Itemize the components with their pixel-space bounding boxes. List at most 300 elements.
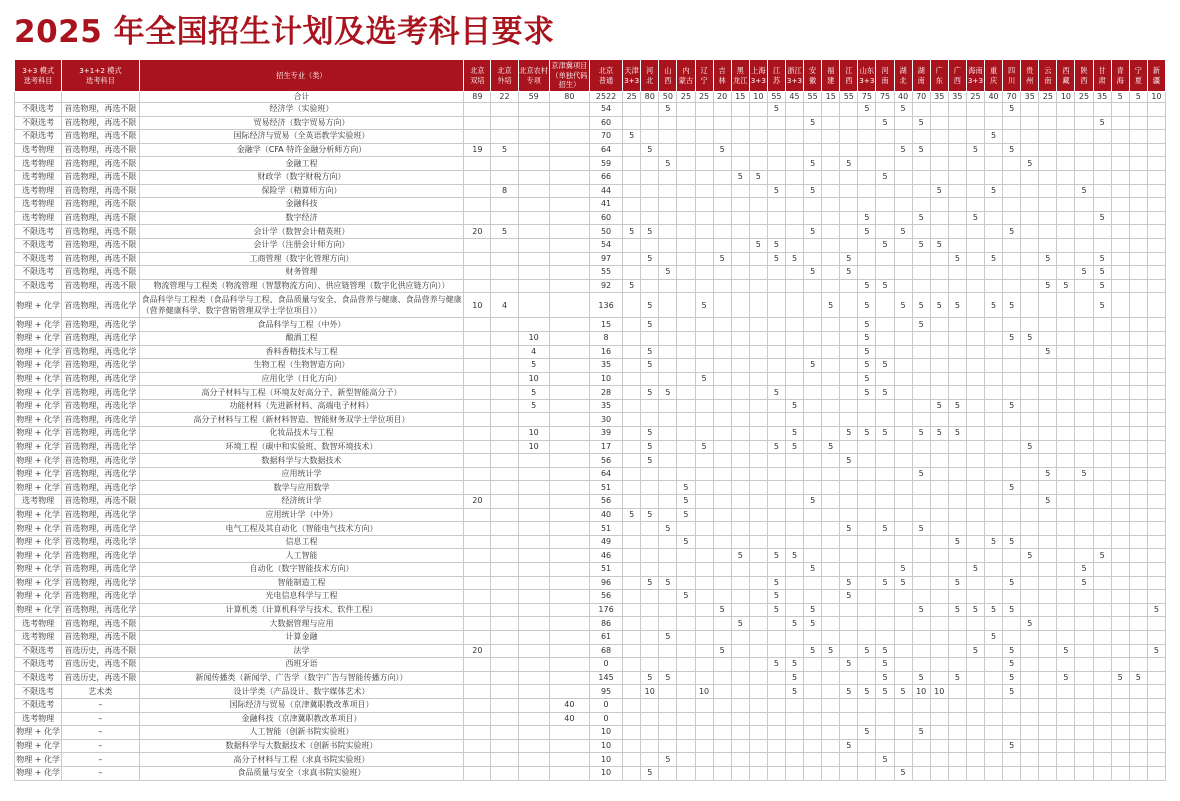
quota-cell — [1039, 130, 1057, 144]
quota-cell — [840, 238, 858, 252]
quota-cell — [912, 753, 930, 767]
quota-cell: 40 — [549, 698, 589, 712]
quota-cell — [804, 130, 822, 144]
quota-cell — [464, 726, 491, 740]
quota-cell — [767, 211, 785, 225]
quota-cell — [713, 279, 731, 293]
table-row — [15, 522, 1166, 536]
quota-cell — [731, 658, 749, 672]
quota-cell — [985, 143, 1003, 157]
quota-cell — [677, 170, 695, 184]
quota-cell — [822, 157, 840, 171]
quota-cell — [491, 685, 518, 699]
quota-cell — [623, 103, 641, 117]
quota-cell — [894, 116, 912, 130]
quota-cell — [767, 535, 785, 549]
quota-cell — [518, 535, 549, 549]
quota-cell — [966, 671, 984, 685]
quota-cell — [623, 698, 641, 712]
quota-cell — [1057, 549, 1075, 563]
quota-cell — [930, 116, 948, 130]
quota-cell: 5 — [1129, 92, 1147, 103]
quota-cell: 5 — [930, 427, 948, 441]
quota-cell — [948, 508, 966, 522]
quota-cell — [623, 726, 641, 740]
quota-cell — [1111, 184, 1129, 198]
quota-cell: 5 — [1075, 184, 1093, 198]
column-header: 京津冀项目 （单独代码 招生） — [549, 60, 589, 92]
subject-req-33: 物理 + 化学 — [15, 318, 62, 332]
quota-cell — [623, 630, 641, 644]
quota-cell — [948, 726, 966, 740]
quota-cell — [822, 576, 840, 590]
quota-cell — [464, 238, 491, 252]
quota-cell — [785, 698, 803, 712]
quota-cell — [767, 427, 785, 441]
quota-cell: 5 — [804, 617, 822, 631]
quota-cell — [713, 440, 731, 454]
quota-cell — [912, 130, 930, 144]
quota-cell — [1021, 563, 1039, 577]
column-header: 重 庆 — [985, 60, 1003, 92]
subject-req-33: 物理 + 化学 — [15, 603, 62, 617]
quota-cell — [1147, 617, 1165, 631]
quota-cell — [985, 698, 1003, 712]
quota-cell: 5 — [1075, 467, 1093, 481]
subject-req-33: 物理 + 化学 — [15, 440, 62, 454]
quota-cell — [677, 617, 695, 631]
quota-cell — [749, 739, 767, 753]
subject-req-312: 首选物理，再选化学 — [62, 413, 139, 427]
quota-cell: 5 — [491, 143, 518, 157]
quota-cell — [677, 143, 695, 157]
table-row — [15, 753, 1166, 767]
quota-cell — [1039, 698, 1057, 712]
quota-cell — [677, 252, 695, 266]
quota-cell — [876, 440, 894, 454]
quota-cell — [785, 345, 803, 359]
quota-cell — [491, 454, 518, 468]
quota-cell: 10 — [518, 372, 549, 386]
quota-cell — [1039, 238, 1057, 252]
quota-cell — [1003, 211, 1021, 225]
quota-cell: 5 — [966, 603, 984, 617]
quota-cell — [1075, 345, 1093, 359]
quota-cell — [518, 130, 549, 144]
quota-cell: 25 — [1075, 92, 1093, 103]
quota-cell: 5 — [1039, 279, 1057, 293]
quota-cell — [966, 726, 984, 740]
subject-req-312: – — [62, 766, 139, 780]
quota-cell: 5 — [840, 427, 858, 441]
quota-cell — [930, 211, 948, 225]
quota-cell — [464, 603, 491, 617]
subject-req-33: 物理 + 化学 — [15, 549, 62, 563]
quota-cell — [930, 345, 948, 359]
quota-cell — [767, 225, 785, 239]
table-row — [15, 495, 1166, 509]
quota-cell: 5 — [894, 103, 912, 117]
quota-cell — [1075, 658, 1093, 672]
quota-cell — [1075, 766, 1093, 780]
quota-cell: 5 — [659, 671, 677, 685]
quota-cell — [948, 198, 966, 212]
quota-cell — [894, 211, 912, 225]
quota-cell — [1057, 535, 1075, 549]
quota-cell: 56 — [589, 454, 622, 468]
subject-req-312: 首选物理，再选不限 — [62, 266, 139, 280]
quota-cell — [930, 143, 948, 157]
quota-cell — [966, 331, 984, 345]
quota-cell — [731, 671, 749, 685]
quota-cell — [767, 753, 785, 767]
quota-cell — [713, 331, 731, 345]
quota-cell — [491, 590, 518, 604]
quota-cell — [966, 698, 984, 712]
quota-cell — [985, 671, 1003, 685]
quota-cell — [659, 644, 677, 658]
quota-cell — [641, 753, 659, 767]
quota-cell — [966, 576, 984, 590]
quota-cell — [804, 345, 822, 359]
quota-cell — [858, 157, 876, 171]
quota-cell — [1021, 739, 1039, 753]
quota-cell — [822, 170, 840, 184]
quota-cell: 5 — [1111, 92, 1129, 103]
quota-cell: 5 — [912, 211, 930, 225]
quota-cell: 5 — [840, 157, 858, 171]
subject-req-33 — [15, 92, 62, 103]
quota-cell — [677, 739, 695, 753]
quota-cell — [822, 590, 840, 604]
quota-cell — [677, 399, 695, 413]
quota-cell — [549, 413, 589, 427]
quota-cell — [912, 413, 930, 427]
quota-cell — [1003, 753, 1021, 767]
quota-cell — [641, 590, 659, 604]
quota-cell: 5 — [1093, 293, 1111, 318]
quota-cell — [894, 184, 912, 198]
column-header: 天津 3+3 — [623, 60, 641, 92]
table-row — [15, 331, 1166, 345]
quota-cell — [677, 157, 695, 171]
subject-req-312: 首选物理，再选不限 — [62, 617, 139, 631]
quota-cell — [731, 739, 749, 753]
quota-cell — [1021, 130, 1039, 144]
quota-cell: 55 — [589, 266, 622, 280]
quota-cell — [749, 359, 767, 373]
quota-cell — [491, 103, 518, 117]
quota-cell — [876, 481, 894, 495]
major-name: 自动化（数字智能技术方向） — [139, 563, 464, 577]
quota-cell — [822, 481, 840, 495]
quota-cell — [1111, 293, 1129, 318]
quota-cell — [822, 399, 840, 413]
quota-cell — [930, 279, 948, 293]
quota-cell: 5 — [767, 103, 785, 117]
subject-req-312: 首选物理，再选化学 — [62, 454, 139, 468]
quota-cell — [966, 549, 984, 563]
quota-cell — [930, 549, 948, 563]
quota-cell — [876, 603, 894, 617]
quota-cell: 64 — [589, 143, 622, 157]
quota-cell — [1075, 549, 1093, 563]
quota-cell: 5 — [1075, 576, 1093, 590]
table-row — [15, 508, 1166, 522]
quota-cell — [822, 563, 840, 577]
quota-cell: 56 — [589, 495, 622, 509]
quota-cell — [1021, 726, 1039, 740]
quota-cell — [804, 522, 822, 536]
quota-cell — [985, 372, 1003, 386]
quota-cell — [1147, 103, 1165, 117]
quota-cell — [785, 293, 803, 318]
subject-req-312 — [62, 92, 139, 103]
quota-cell — [985, 318, 1003, 332]
quota-cell — [985, 549, 1003, 563]
quota-cell — [966, 630, 984, 644]
quota-cell — [1129, 359, 1147, 373]
quota-cell — [840, 293, 858, 318]
quota-cell — [549, 766, 589, 780]
column-header: 广 西 — [948, 60, 966, 92]
quota-cell — [1093, 170, 1111, 184]
quota-cell — [1021, 413, 1039, 427]
quota-cell — [822, 252, 840, 266]
quota-cell — [464, 279, 491, 293]
column-header: 3+3 模式 选考科目 — [15, 60, 62, 92]
quota-cell: 59 — [589, 157, 622, 171]
subject-req-312: 首选物理，再选不限 — [62, 495, 139, 509]
quota-cell: 5 — [767, 590, 785, 604]
quota-cell — [1147, 238, 1165, 252]
quota-cell — [858, 440, 876, 454]
quota-cell: 5 — [858, 685, 876, 699]
quota-cell — [804, 211, 822, 225]
quota-cell — [948, 345, 966, 359]
major-name: 应用统计学 — [139, 467, 464, 481]
quota-cell — [1021, 712, 1039, 726]
quota-cell — [659, 170, 677, 184]
subject-req-312: 首选历史，再选不限 — [62, 671, 139, 685]
quota-cell — [464, 481, 491, 495]
quota-cell — [641, 495, 659, 509]
quota-cell — [1111, 116, 1129, 130]
quota-cell — [1147, 495, 1165, 509]
quota-cell — [1147, 563, 1165, 577]
quota-cell — [1129, 331, 1147, 345]
quota-cell — [464, 590, 491, 604]
quota-cell — [1075, 238, 1093, 252]
quota-cell — [1057, 685, 1075, 699]
quota-cell — [876, 157, 894, 171]
quota-cell — [641, 413, 659, 427]
quota-cell — [491, 331, 518, 345]
quota-cell — [491, 238, 518, 252]
quota-cell: 5 — [659, 753, 677, 767]
table-row — [15, 157, 1166, 171]
quota-cell — [1057, 658, 1075, 672]
quota-cell — [785, 454, 803, 468]
quota-cell — [1075, 617, 1093, 631]
quota-cell — [1075, 630, 1093, 644]
subject-req-312: – — [62, 753, 139, 767]
quota-cell — [659, 712, 677, 726]
subject-req-33: 物理 + 化学 — [15, 739, 62, 753]
quota-cell — [713, 590, 731, 604]
quota-cell — [912, 712, 930, 726]
quota-cell — [1147, 576, 1165, 590]
quota-cell — [1111, 359, 1129, 373]
quota-cell — [749, 617, 767, 631]
quota-cell — [804, 535, 822, 549]
quota-cell — [1075, 644, 1093, 658]
quota-cell — [713, 726, 731, 740]
quota-cell — [876, 399, 894, 413]
quota-cell: 5 — [641, 427, 659, 441]
quota-cell — [1111, 198, 1129, 212]
quota-cell — [822, 331, 840, 345]
quota-cell — [749, 495, 767, 509]
quota-cell — [1093, 225, 1111, 239]
quota-cell — [749, 427, 767, 441]
column-header: 海南 3+3 — [966, 60, 984, 92]
subject-req-33: 物理 + 化学 — [15, 766, 62, 780]
quota-cell — [623, 739, 641, 753]
quota-cell — [1075, 293, 1093, 318]
quota-cell: 5 — [1021, 549, 1039, 563]
subject-req-33: 选考物理 — [15, 198, 62, 212]
quota-cell — [1003, 726, 1021, 740]
quota-cell: 25 — [677, 92, 695, 103]
quota-cell: 5 — [966, 143, 984, 157]
column-header: 上海 3+3 — [749, 60, 767, 92]
quota-cell — [1147, 116, 1165, 130]
quota-cell: 5 — [641, 359, 659, 373]
quota-cell — [840, 225, 858, 239]
quota-cell — [1129, 198, 1147, 212]
quota-cell — [1075, 103, 1093, 117]
quota-cell: 5 — [948, 293, 966, 318]
quota-cell — [659, 225, 677, 239]
quota-cell — [858, 143, 876, 157]
quota-cell — [1147, 739, 1165, 753]
quota-cell: 5 — [518, 399, 549, 413]
quota-cell — [1129, 238, 1147, 252]
quota-cell — [731, 331, 749, 345]
quota-cell — [695, 522, 713, 536]
quota-cell — [948, 712, 966, 726]
quota-cell — [749, 576, 767, 590]
quota-cell — [491, 508, 518, 522]
quota-cell — [966, 359, 984, 373]
quota-cell: 5 — [491, 225, 518, 239]
quota-cell — [785, 143, 803, 157]
quota-cell — [1021, 252, 1039, 266]
quota-cell — [966, 495, 984, 509]
quota-cell — [876, 143, 894, 157]
quota-cell: 54 — [589, 238, 622, 252]
quota-cell — [1093, 739, 1111, 753]
quota-cell — [1093, 712, 1111, 726]
quota-cell: 15 — [589, 318, 622, 332]
quota-cell — [822, 184, 840, 198]
quota-cell — [1147, 726, 1165, 740]
quota-cell — [985, 211, 1003, 225]
quota-cell — [464, 386, 491, 400]
quota-cell: 5 — [1003, 535, 1021, 549]
quota-cell — [858, 252, 876, 266]
quota-cell — [713, 671, 731, 685]
subject-req-33: 选考物理 — [15, 170, 62, 184]
quota-cell — [948, 211, 966, 225]
quota-cell — [1147, 522, 1165, 536]
table-row — [15, 116, 1166, 130]
quota-cell — [731, 413, 749, 427]
quota-cell — [767, 766, 785, 780]
quota-cell — [491, 130, 518, 144]
quota-cell — [659, 508, 677, 522]
quota-cell — [1111, 549, 1129, 563]
quota-cell: 5 — [912, 238, 930, 252]
quota-cell — [1093, 399, 1111, 413]
quota-cell — [677, 413, 695, 427]
quota-cell — [731, 238, 749, 252]
quota-cell — [749, 508, 767, 522]
quota-cell — [549, 170, 589, 184]
quota-cell — [966, 590, 984, 604]
quota-cell — [1021, 685, 1039, 699]
quota-cell — [966, 170, 984, 184]
quota-cell — [1003, 630, 1021, 644]
quota-cell — [1129, 658, 1147, 672]
quota-cell — [966, 399, 984, 413]
quota-cell — [1075, 318, 1093, 332]
quota-cell — [1147, 143, 1165, 157]
column-header: 河 北 — [641, 60, 659, 92]
quota-cell — [1021, 293, 1039, 318]
quota-cell — [1021, 630, 1039, 644]
quota-cell — [659, 726, 677, 740]
quota-cell — [948, 318, 966, 332]
quota-cell: 70 — [1003, 92, 1021, 103]
quota-cell — [985, 590, 1003, 604]
quota-cell — [1039, 359, 1057, 373]
quota-cell — [1057, 753, 1075, 767]
quota-cell: 5 — [713, 603, 731, 617]
quota-cell — [785, 712, 803, 726]
quota-cell — [731, 211, 749, 225]
table-row — [15, 130, 1166, 144]
quota-cell — [858, 739, 876, 753]
quota-cell — [1039, 563, 1057, 577]
subject-req-33: 物理 + 化学 — [15, 576, 62, 590]
quota-cell — [858, 522, 876, 536]
quota-cell — [1039, 549, 1057, 563]
quota-cell: 5 — [858, 726, 876, 740]
quota-cell — [713, 386, 731, 400]
quota-cell — [464, 698, 491, 712]
quota-cell — [912, 481, 930, 495]
quota-cell: 5 — [804, 644, 822, 658]
quota-cell: 97 — [589, 252, 622, 266]
quota-cell — [659, 143, 677, 157]
quota-cell — [641, 157, 659, 171]
quota-cell — [713, 293, 731, 318]
quota-cell: 5 — [1003, 685, 1021, 699]
quota-cell — [1111, 331, 1129, 345]
quota-cell — [623, 413, 641, 427]
